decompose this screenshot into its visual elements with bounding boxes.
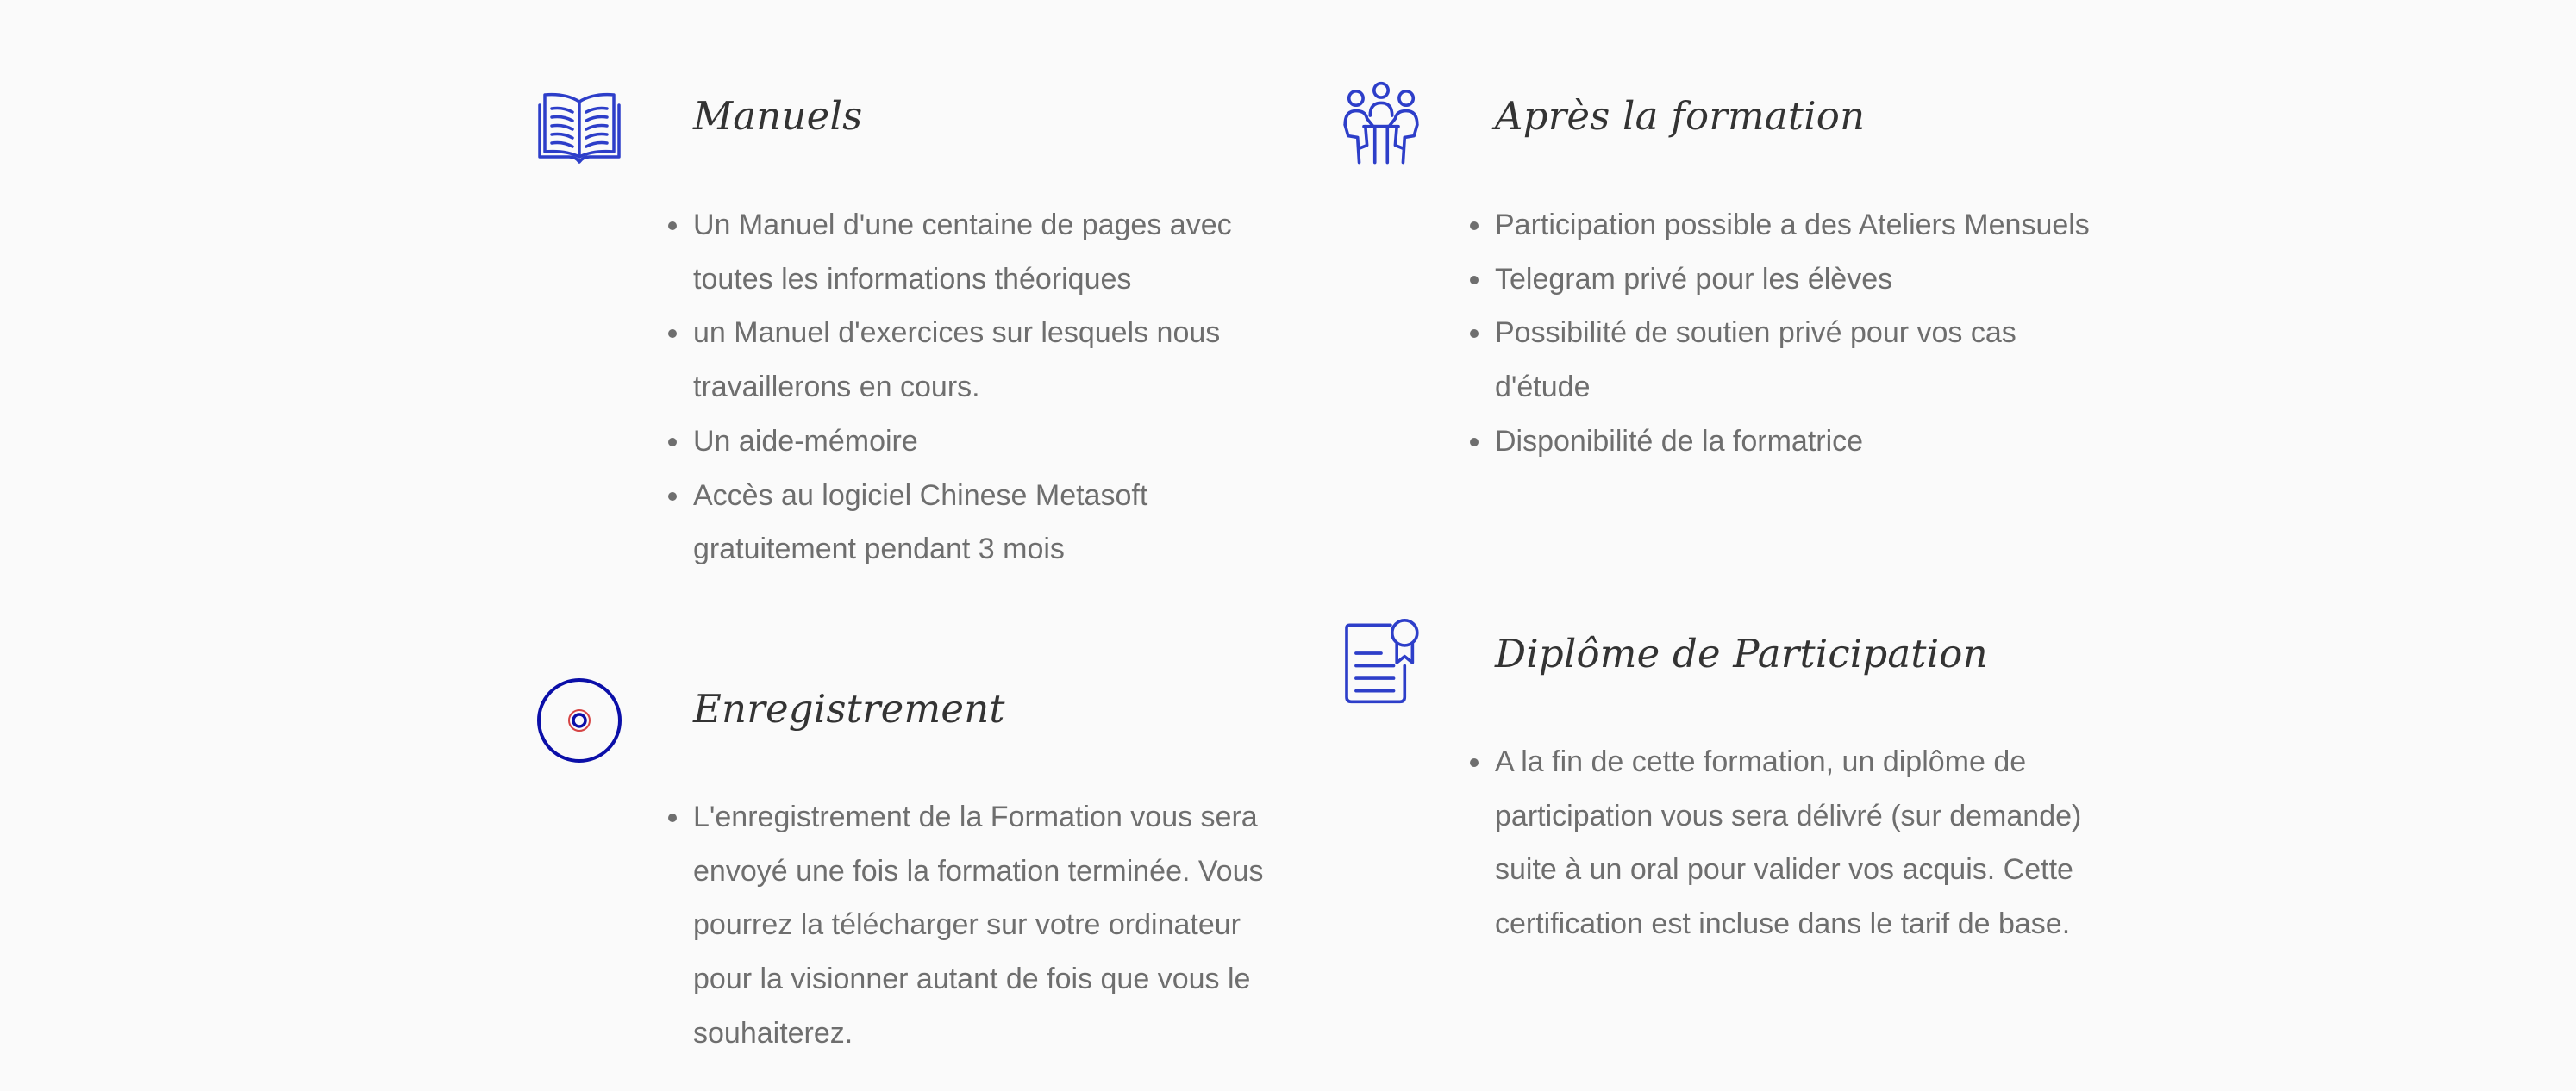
group-meeting-icon — [1338, 81, 1424, 167]
section-title-apres-la-formation: Après la formation — [1495, 93, 1866, 139]
list-item: un Manuel d'exercices sur lesquels nous travaillerons en cours. — [693, 306, 1297, 414]
list-item: Un Manuel d'une centaine de pages avec toutes les informations théoriques — [693, 198, 1297, 306]
list-item: Participation possible a des Ateliers Mensuels — [1495, 198, 2098, 252]
list-item: Un aide-mémoire — [693, 415, 1297, 469]
list-item: L'enregistrement de la Formation vous sera envoyé une fois la formation terminée. Vous pourrez la télécharger sur votre ordinateur pour la visionner autant de fois que vous le souhaiterez. — [693, 790, 1297, 1061]
list-item: Disponibilité de la formatrice — [1495, 415, 2098, 469]
list-item: A la fin de cette formation, un diplôme de participation vous sera délivré (sur demande) suite à un oral pour valider vos acquis. Cette certification est incluse dans le tarif de base. — [1495, 735, 2098, 951]
list-item: Telegram privé pour les élèves — [1495, 252, 2098, 307]
list-diplome-de-participation — [1495, 735, 2098, 951]
list-item: Accès au logiciel Chinese Metasoft gratuitement pendant 3 mois — [693, 469, 1297, 577]
section-title-enregistrement: Enregistrement — [693, 686, 1005, 732]
list-apres-la-formation — [1495, 198, 2098, 469]
record-disc-icon — [536, 677, 622, 764]
list-enregistrement — [693, 790, 1297, 1061]
list-manuels — [693, 198, 1297, 577]
certificate-icon — [1338, 619, 1424, 705]
list-item: Possibilité de soutien privé pour vos cas d'étude — [1495, 306, 2098, 414]
section-title-manuels: Manuels — [693, 93, 863, 139]
section-title-diplome-de-participation: Diplôme de Participation — [1495, 631, 1988, 676]
open-book-icon — [536, 86, 622, 172]
